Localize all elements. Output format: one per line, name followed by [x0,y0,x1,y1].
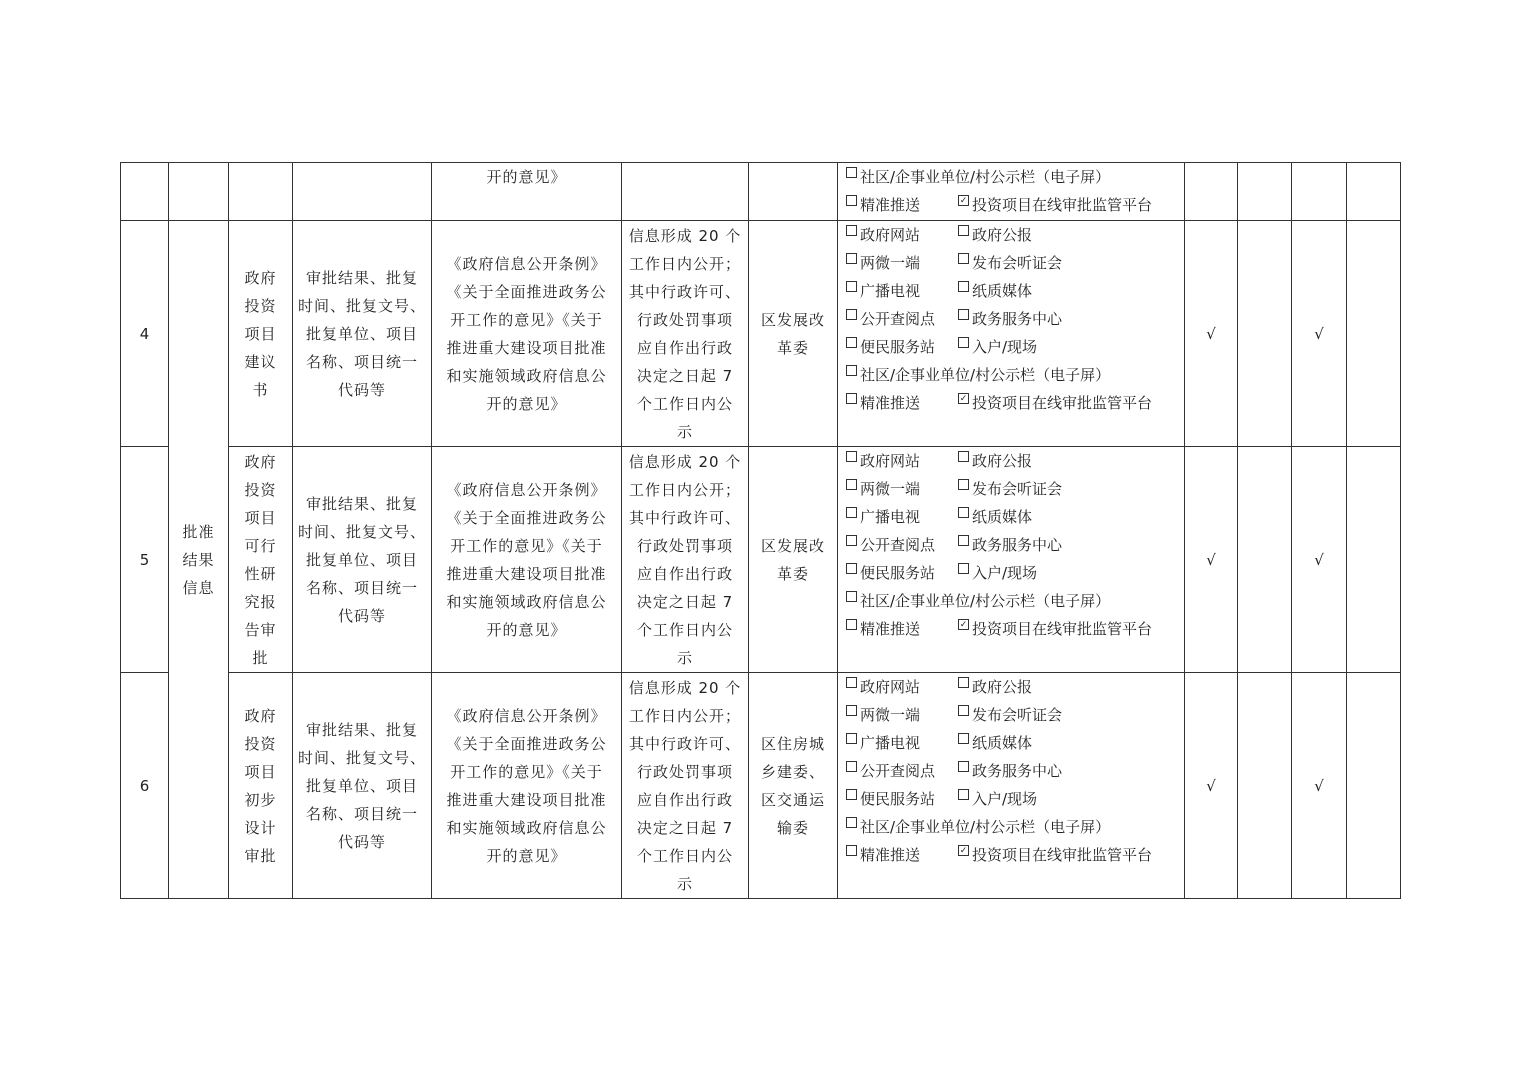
subject-cell: 区发展改 革委 [749,447,838,673]
checkbox-icon [846,507,857,518]
cell-empty [1292,163,1347,221]
channel-option [958,249,1062,277]
checked-box-icon: ✓ [959,845,968,856]
table-row [121,447,1401,673]
channel-label: 纸质媒体 [972,508,1033,526]
checkbox-icon [846,451,857,462]
channel-line [846,785,1176,813]
checkbox-icon [958,281,969,292]
checkbox-icon [958,705,969,716]
channel-line [846,361,1176,389]
channel-option [958,559,1037,587]
item-name-cell: 政府 投资 项目 可行 性研 究报 告审 批 [229,447,293,673]
category-cell: 批准 结果 信息 [169,221,229,899]
channel-option [846,503,958,531]
channel-label: 政府网站 [860,226,921,244]
channel-line [846,841,1176,869]
checkbox-icon [846,393,857,404]
channel-label: 便民服务站 [860,338,936,356]
checkbox-icon [958,507,969,518]
channel-label: 政府网站 [860,452,921,470]
channels-cell [838,447,1185,673]
channel-option [846,277,958,305]
channels-cell [838,673,1185,899]
channel-label: 政府公报 [972,226,1033,244]
checkbox-icon [958,733,969,744]
channel-option [846,615,958,643]
channel-option [846,841,958,869]
channel-label: 两微一端 [860,254,921,272]
checkbox-icon [846,281,857,292]
channel-option [958,503,1032,531]
checkbox-icon [958,451,969,462]
row-number: 4 [121,221,169,447]
mark-cell [1347,447,1401,673]
content-cell: 审批结果、批复 时间、批复文号、 批复单位、项目 名称、项目统一 代码等 [293,221,432,447]
channel-label: 投资项目在线审批监管平台 [972,846,1153,864]
channel-label: 两微一端 [860,480,921,498]
channel-option [958,191,1152,219]
channels-cell [838,221,1185,447]
channel-line [846,559,1176,587]
checkbox-icon [846,733,857,744]
checkbox-icon [846,309,857,320]
channel-option [846,559,958,587]
channel-option [846,813,1110,841]
checkbox-icon [958,337,969,348]
cell-empty [749,163,838,221]
basis-cell: 开的意见》 [432,163,622,221]
channel-label: 广播电视 [860,508,921,526]
channels-cell [838,163,1185,221]
channel-line [846,531,1176,559]
checkbox-icon [958,309,969,320]
checkbox-icon [846,167,857,178]
basis-cell: 《政府信息公开条例》 《关于全面推进政务公 开工作的意见》《关于 推进重大建设项目批准 和实施领域政府信息公 开的意见》 [432,673,622,899]
checkbox-icon [958,761,969,772]
channel-line [846,587,1176,615]
channel-label: 投资项目在线审批监管平台 [972,620,1153,638]
disclosure-table [120,162,1401,899]
channel-option [846,701,958,729]
channel-label: 精准推送 [860,846,921,864]
channel-label: 便民服务站 [860,790,936,808]
channel-option [958,729,1032,757]
channel-option [846,447,958,475]
channel-label: 纸质媒体 [972,734,1033,752]
checkbox-icon [958,479,969,490]
channel-label: 发布会听证会 [972,706,1063,724]
cell-empty [1347,163,1401,221]
time-limit-cell: 信息形成 20 个 工作日内公开； 其中行政许可、 行政处罚事项 应自作出行政 决定之日起 7 个工作日内公 示 [622,673,749,899]
checkbox-icon [846,365,857,376]
mark-cell [1347,673,1401,899]
channel-option [846,305,958,333]
cell-empty [229,163,293,221]
channel-option [958,701,1062,729]
channel-option [958,615,1152,643]
channel-label: 发布会听证会 [972,254,1063,272]
channel-label: 投资项目在线审批监管平台 [972,196,1153,214]
check-mark-cell: √ [1292,447,1347,673]
cell-empty [293,163,432,221]
channel-option [958,785,1037,813]
channel-label: 广播电视 [860,282,921,300]
checkbox-icon [958,225,969,236]
channel-line [846,475,1176,503]
channel-label: 公开查阅点 [860,536,936,554]
checkbox-icon [958,563,969,574]
channel-label: 政府公报 [972,452,1033,470]
channel-line [846,163,1176,191]
channel-option [846,163,1110,191]
channel-label: 社区/企事业单位/村公示栏（电子屏） [860,592,1111,610]
channel-label: 广播电视 [860,734,921,752]
channel-option [958,221,1032,249]
checkbox-icon [846,225,857,236]
channel-option [846,531,958,559]
checkbox-icon [846,761,857,772]
time-limit-cell: 信息形成 20 个 工作日内公开； 其中行政许可、 行政处罚事项 应自作出行政 决定之日起 7 个工作日内公 示 [622,447,749,673]
cell-empty [121,163,169,221]
row-number: 6 [121,673,169,899]
content-cell: 审批结果、批复 时间、批复文号、 批复单位、项目 名称、项目统一 代码等 [293,447,432,673]
mark-cell [1238,447,1292,673]
channel-line [846,701,1176,729]
checkbox-icon [958,789,969,800]
checkbox-icon [846,563,857,574]
cell-empty [1185,163,1238,221]
channel-label: 精准推送 [860,394,921,412]
checkbox-icon [846,253,857,264]
channel-line [846,221,1176,249]
channel-label: 两微一端 [860,706,921,724]
channel-label: 公开查阅点 [860,762,936,780]
mark-cell [1238,221,1292,447]
checkbox-icon [846,817,857,828]
checkbox-icon [846,677,857,688]
table-row [121,221,1401,447]
check-mark-cell: √ [1185,673,1238,899]
channel-label: 政务服务中心 [972,536,1063,554]
channel-option [846,673,958,701]
channel-label: 社区/企事业单位/村公示栏（电子屏） [860,366,1111,384]
channel-option [846,333,958,361]
channel-option [958,475,1062,503]
channel-line [846,305,1176,333]
checked-box-icon: ✓ [959,393,968,404]
channel-option [958,531,1062,559]
channel-line [846,673,1176,701]
item-name-cell: 政府 投资 项目 建议 书 [229,221,293,447]
channel-line [846,503,1176,531]
checkbox-icon [846,195,857,206]
channel-label: 政务服务中心 [972,310,1063,328]
channel-option [846,587,1110,615]
checkbox-icon [846,845,857,856]
channel-option [846,389,958,417]
channel-line [846,333,1176,361]
channel-line [846,757,1176,785]
channel-option [958,277,1032,305]
channel-label: 入户/现场 [972,790,1038,808]
channel-line [846,191,1176,219]
channel-label: 社区/企事业单位/村公示栏（电子屏） [860,818,1111,836]
mark-cell [1347,221,1401,447]
content-cell: 审批结果、批复 时间、批复文号、 批复单位、项目 名称、项目统一 代码等 [293,673,432,899]
channel-line [846,615,1176,643]
check-mark-cell: √ [1185,221,1238,447]
checkbox-icon [846,591,857,602]
channel-label: 便民服务站 [860,564,936,582]
checked-box-icon: ✓ [959,195,968,206]
channel-option [958,757,1062,785]
channel-label: 精准推送 [860,196,921,214]
channel-label: 政务服务中心 [972,762,1063,780]
basis-cell: 《政府信息公开条例》 《关于全面推进政务公 开工作的意见》《关于 推进重大建设项目批准 和实施领域政府信息公 开的意见》 [432,221,622,447]
subject-cell: 区住房城 乡建委、 区交通运 输委 [749,673,838,899]
checkbox-icon [958,253,969,264]
checkbox-icon [958,677,969,688]
check-mark-cell: √ [1292,673,1347,899]
channel-line [846,813,1176,841]
table-row [121,673,1401,899]
time-limit-cell: 信息形成 20 个 工作日内公开； 其中行政许可、 行政处罚事项 应自作出行政 决定之日起 7 个工作日内公 示 [622,221,749,447]
checkbox-icon [846,789,857,800]
checkbox-icon [846,337,857,348]
table-row-continued [121,163,1401,221]
checkbox-icon [846,619,857,630]
cell-empty [169,163,229,221]
channel-option [846,785,958,813]
basis-cell: 《政府信息公开条例》 《关于全面推进政务公 开工作的意见》《关于 推进重大建设项目批准 和实施领域政府信息公 开的意见》 [432,447,622,673]
channel-option [846,361,1110,389]
checkbox-icon [846,479,857,490]
channel-label: 社区/企事业单位/村公示栏（电子屏） [860,168,1111,186]
channel-line [846,447,1176,475]
checkbox-icon [958,535,969,546]
channel-option [958,841,1152,869]
cell-empty [622,163,749,221]
channel-line [846,277,1176,305]
channel-line [846,389,1176,417]
channel-option [846,729,958,757]
channel-option [958,305,1062,333]
channel-label: 入户/现场 [972,564,1038,582]
channel-label: 发布会听证会 [972,480,1063,498]
checkbox-icon [846,705,857,716]
channel-label: 政府公报 [972,678,1033,696]
subject-cell: 区发展改 革委 [749,221,838,447]
checked-box-icon: ✓ [959,619,968,630]
row-number: 5 [121,447,169,673]
channel-option [958,389,1152,417]
channel-label: 精准推送 [860,620,921,638]
channel-label: 公开查阅点 [860,310,936,328]
check-mark-cell: √ [1292,221,1347,447]
channel-option [846,221,958,249]
channel-line [846,729,1176,757]
channel-option [846,475,958,503]
channel-option [958,333,1037,361]
cell-empty [1238,163,1292,221]
channel-label: 投资项目在线审批监管平台 [972,394,1153,412]
channel-label: 政府网站 [860,678,921,696]
channel-option [846,191,958,219]
channel-label: 入户/现场 [972,338,1038,356]
item-name-cell: 政府 投资 项目 初步 设计 审批 [229,673,293,899]
channel-option [958,673,1032,701]
channel-option [958,447,1032,475]
channel-option [846,757,958,785]
checkbox-icon [846,535,857,546]
check-mark-cell: √ [1185,447,1238,673]
channel-label: 纸质媒体 [972,282,1033,300]
mark-cell [1238,673,1292,899]
channel-line [846,249,1176,277]
channel-option [846,249,958,277]
